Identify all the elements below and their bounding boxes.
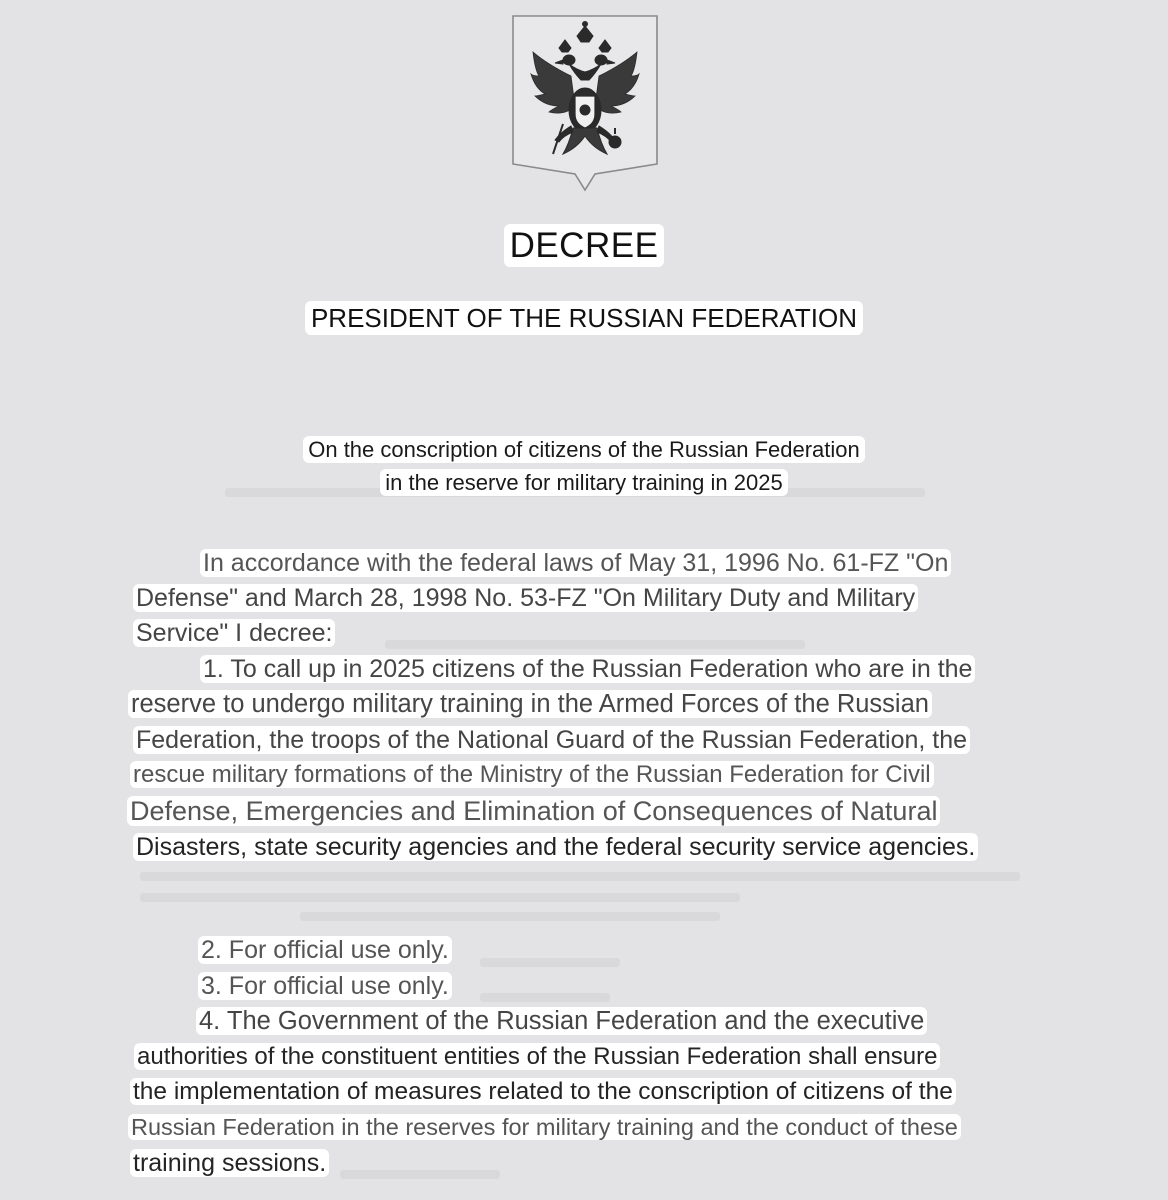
preamble-line-1: In accordance with the federal laws of May 31, 1996 No. 61-FZ "On	[200, 549, 951, 577]
item-4-line-5: training sessions.	[130, 1149, 329, 1177]
issuer-subtitle-text: PRESIDENT OF THE RUSSIAN FEDERATION	[305, 301, 863, 335]
issuer-subtitle	[0, 303, 1168, 334]
ghost-line	[340, 1170, 500, 1179]
heading-line-2: in the reserve for military training in 2025	[380, 469, 787, 496]
item-1-line-4: rescue military formations of the Ministry of the Russian Federation for Civil	[130, 761, 934, 788]
item-4-line	[134, 1039, 940, 1075]
item-3	[198, 968, 452, 1004]
ghost-line	[480, 958, 620, 967]
ghost-line	[140, 893, 740, 902]
item-1-line-1: 1. To call up in 2025 citizens of the Russian Federation who are in the	[200, 655, 975, 683]
item-4-line-1: 4. The Government of the Russian Federation and the executive	[196, 1007, 927, 1035]
item-1-line	[133, 722, 970, 758]
ghost-line	[385, 640, 805, 649]
item-4-line-3: the implementation of measures related to the conscription of citizens of the	[130, 1078, 956, 1105]
item-1-line	[133, 829, 978, 865]
item-4-line-4: Russian Federation in the reserves for military training and the conduct of these	[128, 1114, 961, 1140]
decree-title-text: DECREE	[504, 224, 665, 267]
heading-line-1: On the conscription of citizens of the Russian Federation	[303, 436, 865, 463]
item-2-text: 2. For official use only.	[198, 936, 452, 964]
decree-heading	[0, 433, 1168, 499]
item-1-line	[200, 651, 975, 687]
ghost-line	[480, 993, 610, 1002]
preamble-line	[133, 615, 335, 651]
item-1-line	[127, 793, 940, 829]
item-1-line-3: Federation, the troops of the National Guard of the Russian Federation, the	[133, 726, 970, 754]
item-4-line	[196, 1003, 927, 1039]
decree-title	[0, 226, 1168, 266]
item-2	[198, 932, 452, 968]
item-4-line	[130, 1074, 956, 1110]
preamble-line-3: Service" I decree:	[133, 619, 335, 647]
ghost-line	[300, 912, 720, 921]
item-3-text: 3. For official use only.	[198, 972, 452, 1000]
ghost-line	[140, 872, 1020, 881]
preamble-line	[200, 545, 951, 581]
item-1-line	[128, 686, 932, 722]
item-1-line-5: Defense, Emergencies and Elimination of Consequences of Natural	[127, 796, 940, 826]
item-4-line	[130, 1145, 329, 1181]
item-4-line	[128, 1109, 961, 1145]
preamble-line	[133, 580, 918, 616]
item-1-line	[130, 757, 934, 793]
item-1-line-6: Disasters, state security agencies and the federal security service agencies.	[133, 833, 978, 861]
preamble-line-2: Defense" and March 28, 1998 No. 53-FZ "On Military Duty and Military	[133, 584, 918, 612]
coat-of-arms-icon	[511, 14, 659, 192]
item-4-line-2: authorities of the constituent entities of the Russian Federation shall ensure	[134, 1043, 940, 1070]
item-1-line-2: reserve to undergo military training in the Armed Forces of the Russian	[128, 690, 932, 718]
